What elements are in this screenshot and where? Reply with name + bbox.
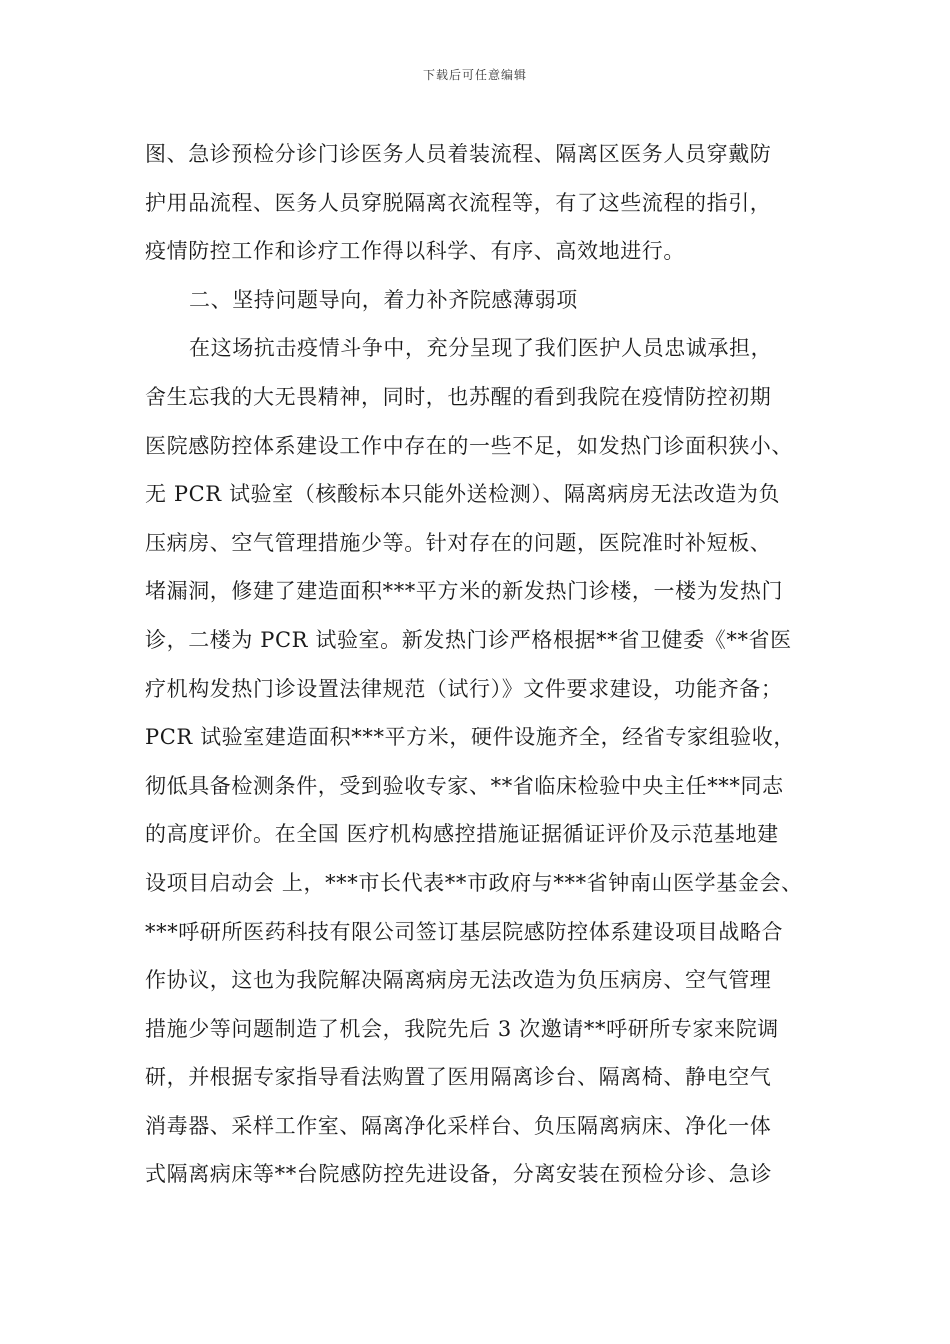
text-line: 设项目启动会 上，***市长代表**市政府与***省钟南山医学基金会、 (145, 870, 803, 895)
document-body (145, 130, 845, 1199)
text-line: 疗机构发热门诊设置法律规范（试行）》文件要求建设，功能齐备； (145, 676, 783, 701)
text-line: 研，并根据专家指导看法购置了医用隔离诊台、隔离椅、静电空气 (145, 1065, 772, 1090)
text-line: 在这场抗击疫情斗争中，充分呈现了我们医护人员忠诚承担， (189, 336, 773, 361)
text-line: 措施少等问题制造了机会，我院先后 3 次邀请**呼研所专家来院调 (145, 1016, 779, 1041)
text-line: 护用品流程、医务人员穿脱隔离衣流程等，有了这些流程的指引， (145, 190, 772, 215)
text-line: 疫情防控工作和诊疗工作得以科学、有序、高效地进行。 (145, 239, 685, 264)
text-line: 堵漏洞，修建了建造面积***平方米的新发热门诊楼，一楼为发热门 (145, 579, 784, 604)
text-line: 诊，二楼为 PCR 试验室。新发热门诊严格根据**省卫健委《**省医 (145, 627, 792, 652)
text-line: 作协议，这也为我院解决隔离病房无法改造为负压病房、空气管理 (145, 968, 772, 993)
text-line: 彻低具备检测条件，受到验收专家、**省临床检验中央主任***同志 (145, 773, 784, 798)
text-line: 医院感防控体系建设工作中存在的一些不足，如发热门诊面积狭小、 (145, 433, 793, 458)
text-line: 二、坚持问题导向，着力补齐院感薄弱项 (189, 287, 578, 312)
text-line: 式隔离病床等**台院感防控先进设备，分离安装在预检分诊、急诊 (145, 1162, 772, 1187)
text-line: 压病房、空气管理措施少等。针对存在的问题，医院准时补短板、 (145, 530, 772, 555)
text-line: PCR 试验室建造面积***平方米，硬件设施齐全，经省专家组验收， (145, 725, 795, 750)
text-line: 图、急诊预检分诊门诊医务人员着装流程、隔离区医务人员穿戴防 (145, 142, 772, 166)
page-header: 下载后可任意编辑 (422, 68, 527, 82)
text-line: 无 PCR 试验室（核酸标本只能外送检测）、隔离病房无法改造为负 (145, 482, 781, 507)
text-line: 舍生忘我的大无畏精神，同时，也苏醒的看到我院在疫情防控初期 (145, 384, 772, 409)
text-line: 消毒器、采样工作室、隔离净化采样台、负压隔离病床、净化一体 (145, 1113, 772, 1138)
text-line: 的高度评价。在全国 医疗机构感控措施证据循证评价及示范基地建 (145, 822, 779, 847)
text-line: ***呼研所医药科技有限公司签订基层院感防控体系建设项目战略合 (145, 919, 784, 944)
